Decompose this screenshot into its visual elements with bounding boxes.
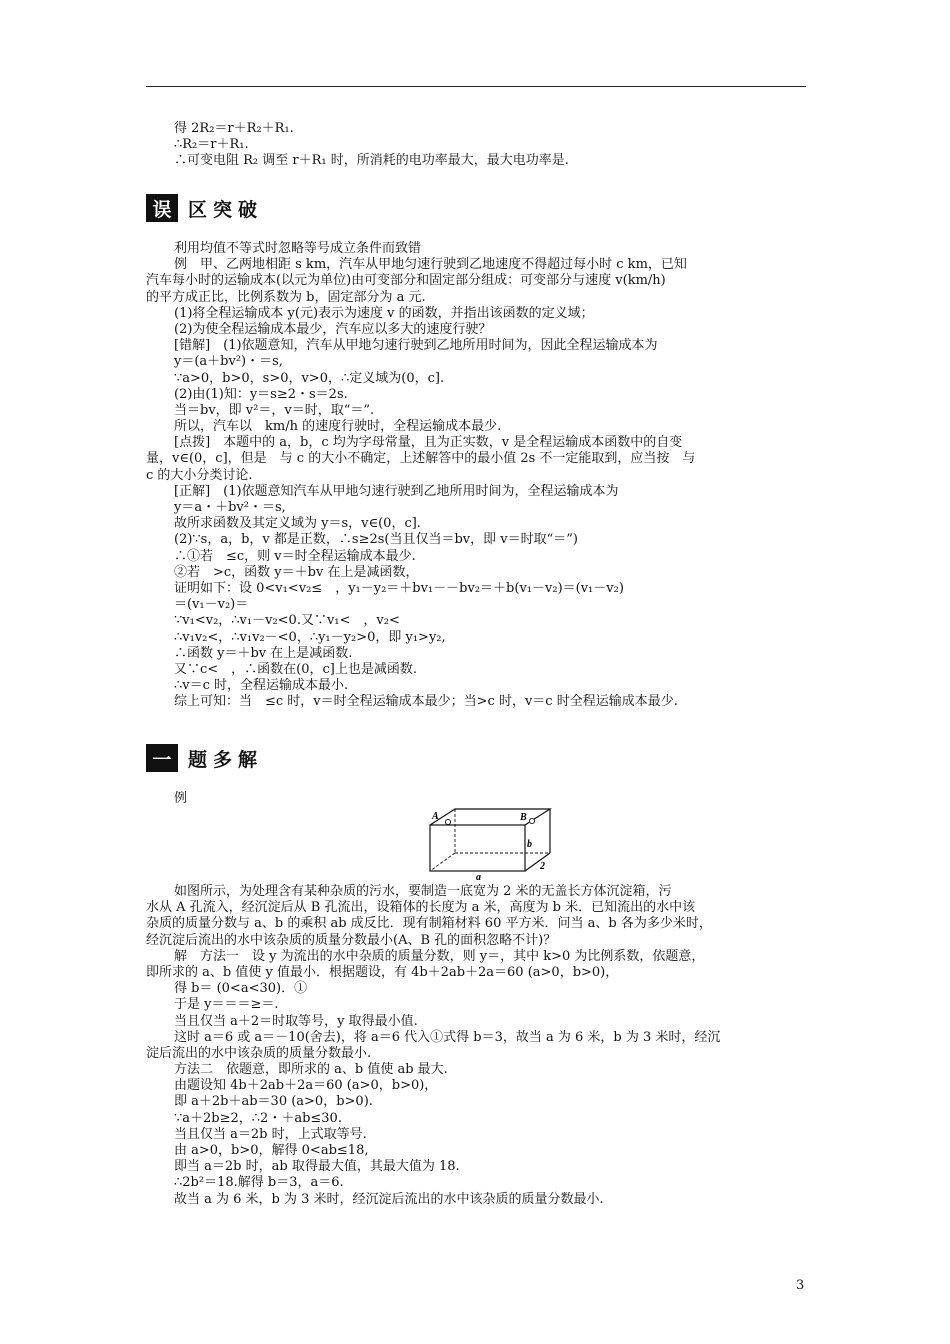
text-line: (1)将全程运输成本 y(元)表示为速度 v 的函数，并指出该函数的定义域； (174, 305, 594, 321)
sedimentation-box-figure (428, 803, 553, 881)
text-line: 由题设知 4b＋2ab＋2a＝60 (a>0，b>0)， (174, 1078, 438, 1094)
text-line: ＝(v₁－v₂)＝ (174, 597, 249, 613)
text-line: ②若 >c，函数 y＝＋bv 在上是减函数， (174, 564, 419, 580)
text-line: 得 b＝ (0<a<30)．① (174, 981, 308, 997)
text-line: 综上可知：当 ≤c 时，v＝时全程运输成本最少；当>c 时，v＝c 时全程运输成本最少. (174, 694, 678, 710)
text-line: 经沉淀后流出的水中该杂质的质量分数最小(A、B 孔的面积忽略不计)？ (146, 932, 557, 948)
text-line: 即 a＋2b＋ab＝30 (a>0，b>0). (174, 1094, 373, 1110)
text-line: 所以，汽车以 km/h 的速度行驶时，全程运输成本最少. (174, 419, 502, 435)
text-line: ∵a＋2b≥2，∴2・＋ab≤30. (174, 1110, 342, 1126)
text-line: ∴可变电阻 R₂ 调至 r＋R₁ 时，所消耗的电功率最大，最大电功率是. (174, 153, 569, 169)
text-line: 又∵c< ，∴函数在(0，c]上也是减函数. (174, 661, 418, 677)
text-line: 当且仅当 a＋2＝时取等号，y 取得最小值. (174, 1013, 418, 1029)
section-heading-error-analysis (146, 194, 263, 222)
section-title: 区突破 (188, 198, 264, 221)
text-line: 例 甲、乙两地相距 s km，汽车从甲地匀速行驶到乙地速度不得超过每小时 c km，已知 (174, 257, 687, 273)
example-solution-block (146, 884, 816, 1208)
text-line: 的平方成正比，比例系数为 b，固定部分为 a 元. (146, 289, 426, 305)
text-line: [点拨] 本题中的 a，b，c 均为字母常量，且为正实数，v 是全程运输成本函数中的自变 (174, 435, 683, 451)
label-b-height: b (527, 839, 532, 850)
text-line: (2)为使全程运输成本最少，汽车应以多大的速度行驶？ (174, 321, 492, 337)
text-line: 于是 y＝＝＝≥＝. (174, 997, 279, 1013)
example-label: 例 (174, 791, 188, 806)
label-b-upper: B (520, 812, 527, 823)
page-number: 3 (796, 1278, 805, 1293)
section-heading-multiple-solutions (146, 744, 263, 772)
text-line: 当且仅当 a＝2b 时，上式取等号. (174, 1126, 367, 1142)
text-line: 即所求的 a、b 值使 y 值最小．根据题设，有 4b＋2ab＋2a＝60 (a>0，b>0)， (146, 964, 619, 980)
text-line: 方法二 依题意，即所求的 a、b 值使 ab 最大. (174, 1062, 448, 1078)
label-a-length: a (476, 872, 481, 881)
section-badge: 误 (146, 194, 178, 222)
text-line: ∴v＝c 时，全程运输成本最小. (174, 678, 349, 694)
text-line: (2)∵s，a，b，v 都是正数，∴s≥2s(当且仅当＝bv，即 v＝时取“＝”) (174, 532, 578, 548)
text-line: ∴2b²＝18.解得 b＝3，a＝6. (174, 1175, 344, 1191)
text-line: ∵v₁<v₂，∴v₁－v₂<0.又∵v₁< ，v₂< (174, 613, 400, 629)
text-line: c 的大小分类讨论. (146, 467, 253, 483)
hole-a-icon (445, 819, 450, 824)
text-line: 故所求函数及其定义域为 y＝s，v∈(0，c]. (174, 516, 421, 532)
text-line: [错解] (1)依题意知，汽车从甲地匀速行驶到乙地所用时间为，因此全程运输成本为 (174, 338, 658, 354)
text-line: 即当 a＝2b 时，ab 取得最大值，其最大值为 18. (174, 1159, 460, 1175)
text-line: 当＝bv，即 v²＝，v＝时，取“＝”. (174, 402, 375, 418)
text-line: 杂质的质量分数与 a、b 的乘积 ab 成反比．现有制箱材料 60 平方米．问当 a、b 各为多少米时， (146, 916, 712, 932)
text-line: ∴R₂＝r＋R₁. (174, 137, 249, 153)
text-line: ∴函数 y＝＋bv 在上是减函数. (174, 645, 353, 661)
label-a-upper: A (432, 811, 439, 822)
text-line: 解 方法一 设 y 为流出的水中杂质的质量分数，则 y＝，其中 k>0 为比例系数，依题意， (174, 948, 705, 964)
text-line: 水从 A 孔流入，经沉淀后从 B 孔流出，设箱体的长度为 a 米，高度为 b 米．已知流出的水中该 (146, 900, 696, 916)
section-title: 题多解 (188, 748, 264, 771)
top-rule (146, 86, 806, 87)
text-line: 证明如下：设 0<v₁<v₂≤ ，y₁－y₂＝＋bv₁－－bv₂＝＋b(v₁－v₂)＝(v₁－v₂) (174, 580, 624, 596)
text-line: 故当 a 为 6 米，b 为 3 米时，经沉淀后流出的水中该杂质的质量分数最小. (174, 1191, 604, 1207)
text-line: y＝a・＋bv²・＝s, (174, 500, 286, 515)
text-line: (2)由(1)知：y＝s≥2・s＝2s. (174, 386, 348, 402)
text-line: ∴①若 ≤c，则 v＝时全程运输成本最少. (174, 548, 416, 564)
text-line: 如图所示，为处理含有某种杂质的污水，要制造一底宽为 2 米的无盖长方体沉淀箱，污 (174, 884, 672, 899)
section-badge: 一 (146, 744, 178, 772)
text-line: 量，v∈(0，c]，但是 与 c 的大小不确定，上述解答中的最小值 2s 不一定能取到，应当按 与 (146, 451, 696, 467)
text-line: 汽车每小时的运输成本(以元为单位)由可变部分和固定部分组成：可变部分与速度 v(km/h) (146, 273, 666, 289)
document-body (146, 121, 816, 170)
hole-b-icon (529, 818, 534, 823)
text-line: 这时 a＝6 或 a＝－10(舍去)，将 a＝6 代入①式得 b＝3，故当 a 为 6 米，b 为 3 米时，经沉 (174, 1029, 721, 1045)
text-line: 由 a>0，b>0，解得 0<ab≤18, (174, 1143, 369, 1158)
text-line: [正解] (1)依题意知汽车从甲地匀速行驶到乙地所用时间为，全程运输成本为 (174, 483, 619, 499)
text-line: 淀后流出的水中该杂质的质量分数最小. (146, 1045, 372, 1061)
error-analysis-block (146, 241, 816, 710)
text-line: ∴v₁v₂<，∴v₁v₂－<0，∴y₁－y₂>0，即 y₁>y₂, (174, 629, 446, 645)
text-line: 得 2R₂＝r＋R₂＋R₁. (174, 121, 294, 136)
label-width-two: 2 (540, 861, 545, 872)
text-line: y＝(a＋bv²)・＝s, (174, 354, 283, 370)
text-line: 利用均值不等式时忽略等号成立条件而致错 (174, 241, 422, 256)
text-line: ∵a>0，b>0，s>0，v>0，∴定义域为(0，c]. (174, 370, 445, 386)
